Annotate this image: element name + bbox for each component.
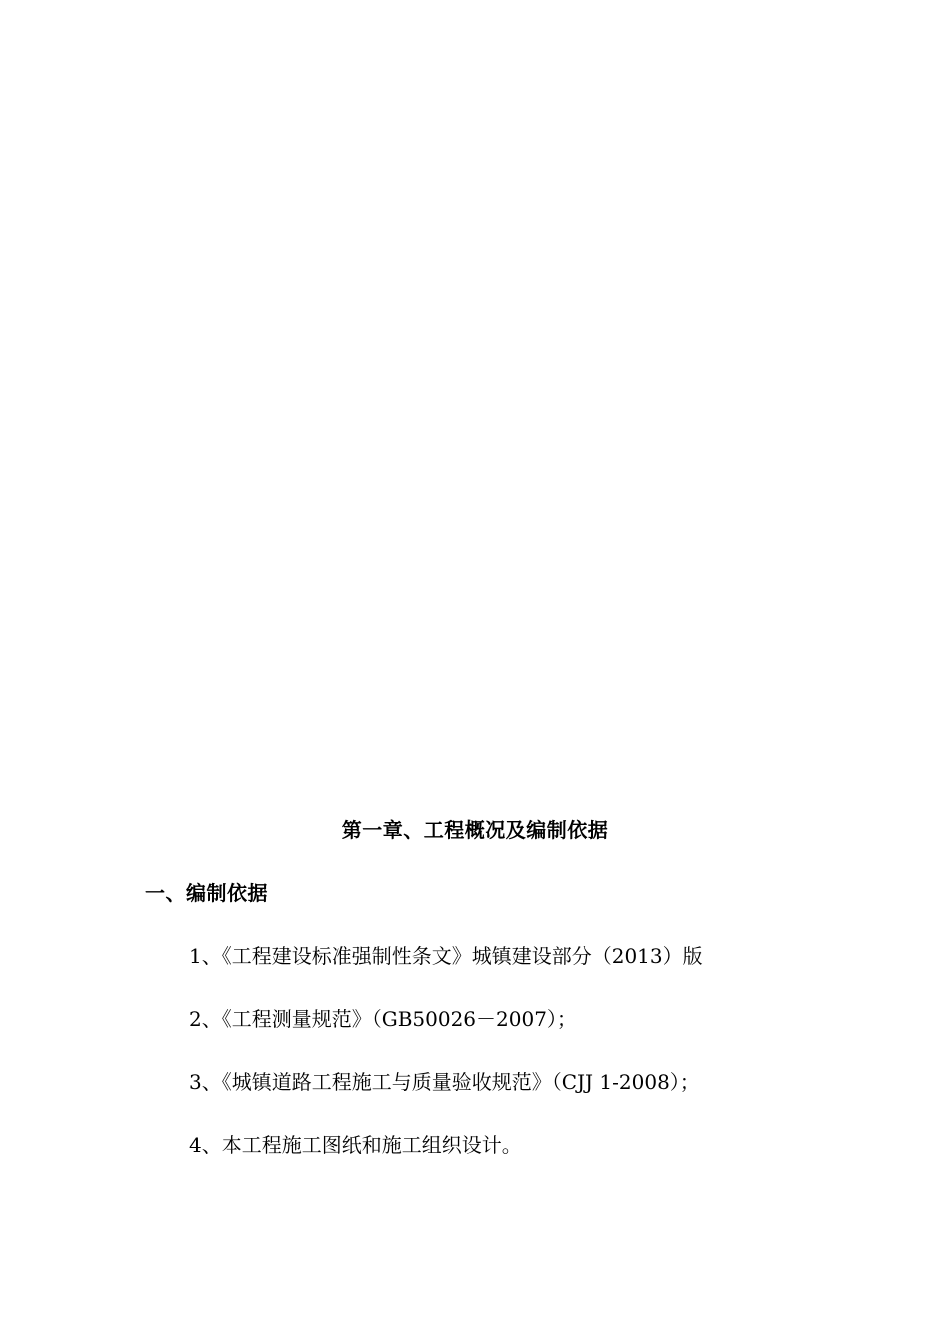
list-item: 4、本工程施工图纸和施工组织设计。 xyxy=(189,1133,522,1157)
list-item: 1、《工程建设标准强制性条文》城镇建设部分（2013）版 xyxy=(189,944,703,968)
basis-list xyxy=(189,942,703,1194)
chapter-title: 第一章、工程概况及编制依据 xyxy=(341,818,609,842)
list-item: 2、《工程测量规范》（GB50026－2007）； xyxy=(189,1007,577,1031)
section-heading: 一、编制依据 xyxy=(145,881,268,905)
list-item: 3、《城镇道路工程施工与质量验收规范》（CJJ 1-2008）； xyxy=(189,1070,700,1094)
